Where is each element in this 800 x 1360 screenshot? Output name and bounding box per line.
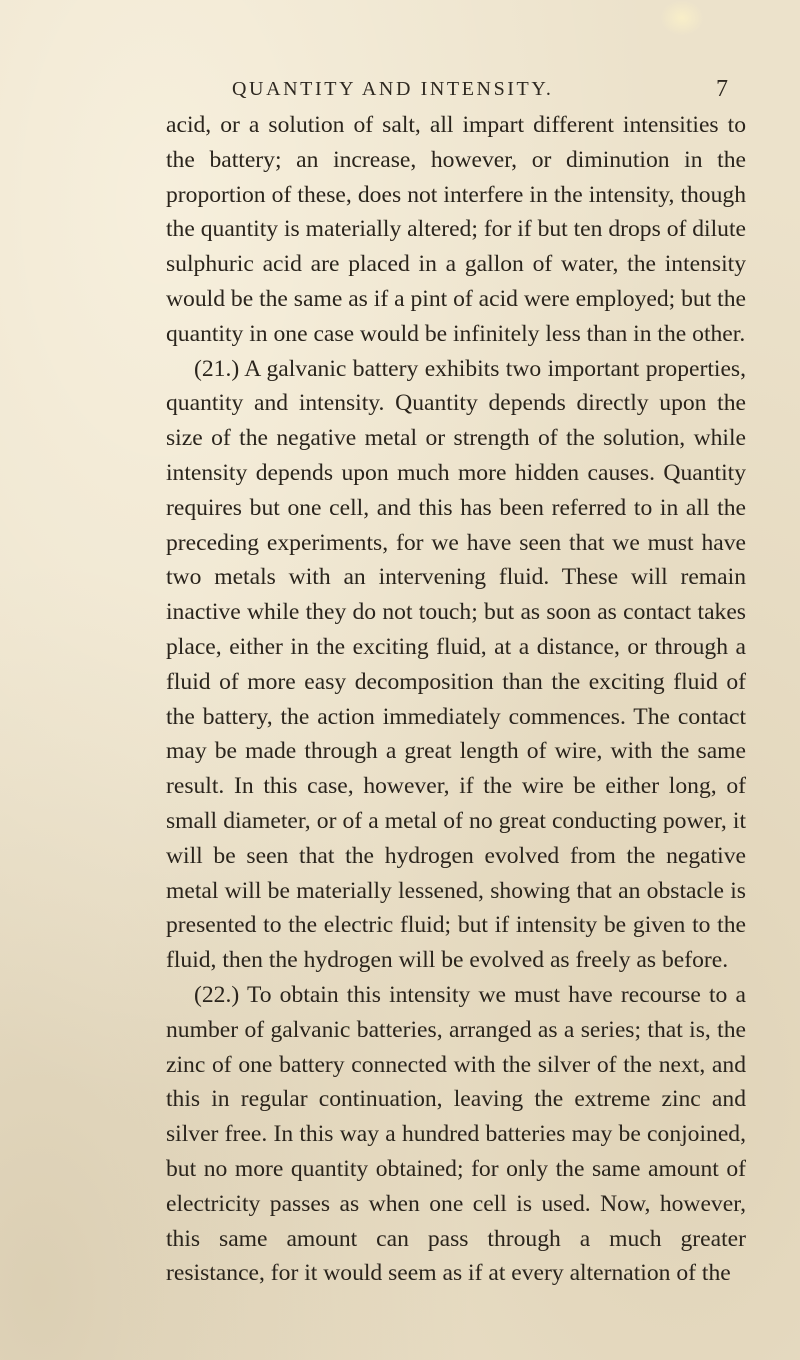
- paragraph-21: (21.) A galvanic battery exhibits two important properties, quantity and intensity. Quantity depends directly upon the size of the negative metal or strength of the solution, while intensity depends upon much more hidden causes. Quantity requires but one cell, and this has been referred to in all the preceding experiments, for we have seen that we must have two metals with an intervening fluid. These will remain inactive while they do not touch; but as soon as contact takes place, either in the exciting fluid, at a distance, or through a fluid of more easy decomposition than the exciting fluid of the battery, the action immediately commences. The contact may be made through a great length of wire, with the same result. In this case, however, if the wire be either long, of small diameter, or of a metal of no great conducting power, it will be seen that the hydrogen evolved from the negative metal will be materially lessened, showing that an obstacle is presented to the electric fluid; but if intensity be given to the fluid, then the hydrogen will be evolved as freely as before.: [166, 355, 746, 974]
- body-text: [166, 108, 746, 1291]
- page-number: 7: [716, 76, 728, 102]
- paragraph-continuation: acid, or a solution of salt, all impart different intensities to the battery; an increase, however, or diminution in the proportion of these, does not interfere in the intensity, though the quantity is materially altered; for if but ten drops of dilute sulphuric acid are placed in a gallon of water, the intensity would be the same as if a pint of acid were employed; but the quantity in one case would be infinitely less than in the other.: [166, 112, 746, 347]
- paper-stain: [660, 0, 704, 36]
- running-title: QUANTITY AND INTENSITY.: [232, 78, 554, 100]
- running-head: [232, 78, 732, 108]
- paragraph-22: (22.) To obtain this intensity we must have recourse to a number of galvanic batteries, arranged as a series; that is, the zinc of one battery connected with the silver of the next, and this in regular continuation, leaving the extreme zinc and silver free. In this way a hundred batteries may be conjoined, but no more quantity obtained; for only the same amount of electricity passes as when one cell is used. Now, however, this same amount can pass through a much greater resistance, for it would seem as if at every alternation of the: [166, 981, 746, 1287]
